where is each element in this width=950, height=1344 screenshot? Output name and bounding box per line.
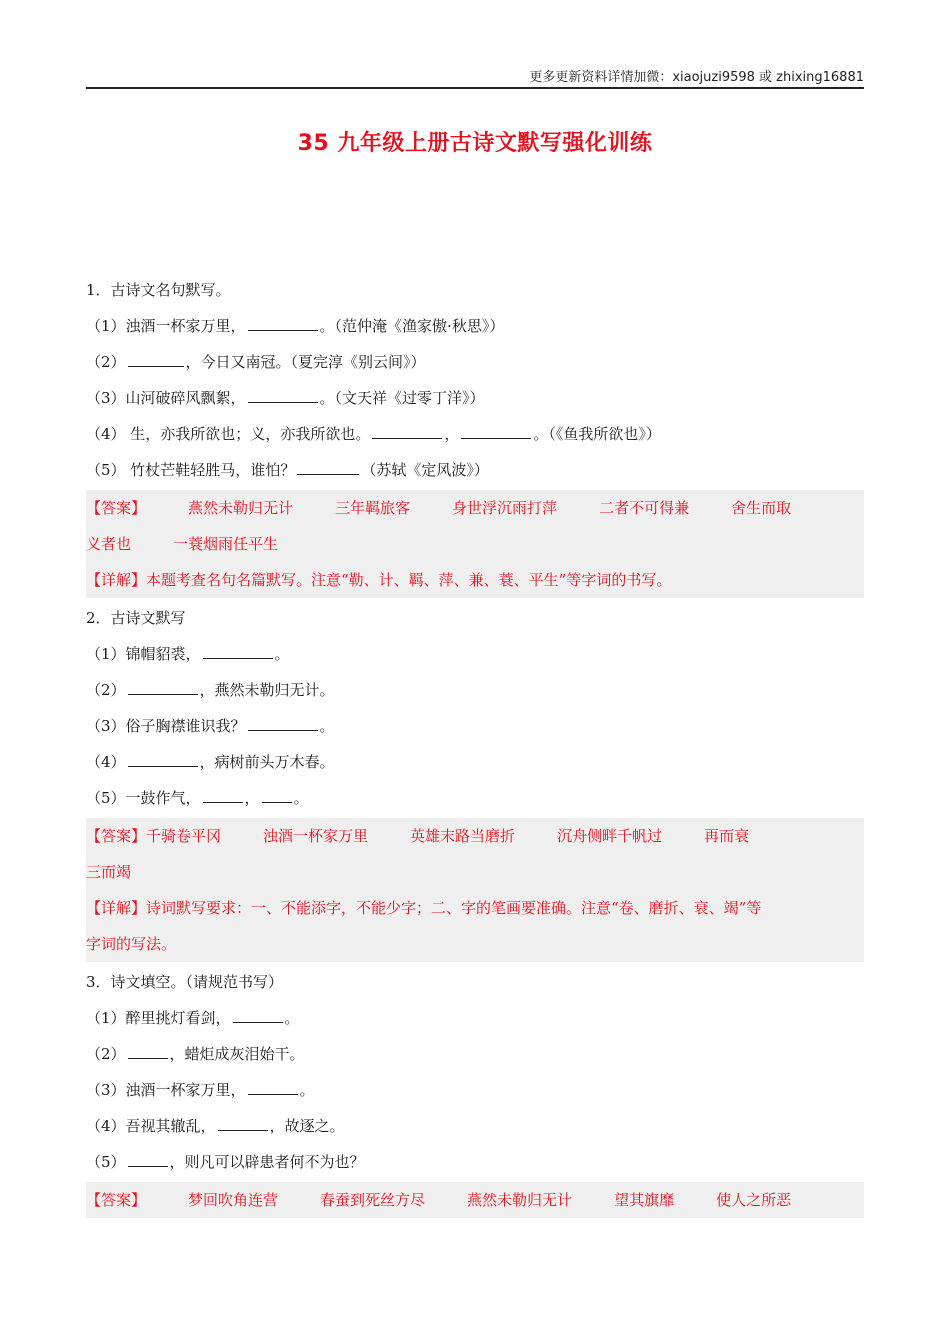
header-divider xyxy=(86,87,864,89)
question-2-stem: 2．古诗文默写 xyxy=(86,609,186,627)
q3-item-3: （3）浊酒一杯家万里， 。 xyxy=(86,1072,864,1108)
fill-blank xyxy=(248,1074,298,1095)
fill-blank xyxy=(233,1002,283,1023)
page-title: 35 九年级上册古诗文默写强化训练 xyxy=(297,131,653,156)
fill-blank xyxy=(297,454,359,475)
fill-blank xyxy=(248,310,318,331)
fill-blank xyxy=(372,418,442,439)
fill-blank xyxy=(128,1038,168,1059)
q2-item-2: （2） ，燕然未勒归无计。 xyxy=(86,672,864,708)
q1-answer-block xyxy=(86,490,864,598)
q2-detail-line-1: 【详解】诗词默写要求：一、不能添字，不能少字；二、字的笔画要准确。注意“卷、磨折、衰、竭”等 xyxy=(86,899,762,917)
q2-answer-line-2: 三而竭 xyxy=(86,863,132,881)
q1-answer-line-2: 义者也 一蓑烟雨任平生 xyxy=(86,535,279,553)
question-1-stem: 1．古诗文名句默写。 xyxy=(86,281,231,299)
fill-blank xyxy=(128,746,198,767)
q1-item-5: （5） 竹杖芒鞋轻胜马，谁怕？ （苏轼《定风波》） xyxy=(86,452,864,488)
q3-answer-block xyxy=(86,1182,864,1218)
fill-blank xyxy=(248,710,318,731)
fill-blank xyxy=(461,418,531,439)
document-body xyxy=(86,272,864,1220)
fill-blank xyxy=(262,782,292,803)
q1-detail: 【详解】本题考查名句名篇默写。注意“勒、计、羁、萍、兼、蓑、平生”等字词的书写。 xyxy=(86,571,672,589)
q2-item-5: （5）一鼓作气， ， 。 xyxy=(86,780,864,816)
q3-answer-line-1: 【答案】 梦回吹角连营 春蚕到死丝方尽 燕然未勒归无计 望其旗靡 使人之所恶 xyxy=(86,1191,792,1209)
q1-answer-line-1: 【答案】 燕然未勒归无计 三年羁旅客 身世浮沉雨打萍 二者不可得兼 舍生而取 xyxy=(86,499,792,517)
q2-answer-block xyxy=(86,818,864,962)
fill-blank xyxy=(203,638,273,659)
q1-item-2: （2） ，今日又南冠。（夏完淳《别云间》） xyxy=(86,344,864,380)
fill-blank xyxy=(248,382,318,403)
q1-item-3: （3）山河破碎风飘絮， 。（文天祥《过零丁洋》） xyxy=(86,380,864,416)
q3-item-2: （2） ，蜡炬成灰泪始干。 xyxy=(86,1036,864,1072)
question-3-stem: 3．诗文填空。（请规范书写） xyxy=(86,973,284,991)
fill-blank xyxy=(128,346,184,367)
q2-detail-line-2: 字词的写法。 xyxy=(86,935,177,953)
q2-item-1: （1）锦帽貂裘， 。 xyxy=(86,636,864,672)
fill-blank xyxy=(128,674,198,695)
q3-item-1: （1）醉里挑灯看剑， 。 xyxy=(86,1000,864,1036)
q3-item-4: （4）吾视其辙乱， ，故逐之。 xyxy=(86,1108,864,1144)
fill-blank xyxy=(128,1146,168,1167)
q2-answer-line-1: 【答案】千骑卷平冈 浊酒一杯家万里 英雄末路当磨折 沉舟侧畔千帆过 再而衰 xyxy=(86,827,750,845)
q2-item-3: （3）俗子胸襟谁识我？ 。 xyxy=(86,708,864,744)
q1-item-4: （4） 生，亦我所欲也；义，亦我所欲也。 ， 。（《鱼我所欲也》） xyxy=(86,416,864,452)
fill-blank xyxy=(218,1110,268,1131)
q2-item-4: （4） ，病树前头万木春。 xyxy=(86,744,864,780)
q3-item-5: （5） ，则凡可以辟患者何不为也？ xyxy=(86,1144,864,1180)
header-note: 更多更新资料详情加微：xiaojuzi9598 或 zhixing16881 xyxy=(529,70,864,85)
fill-blank xyxy=(203,782,243,803)
q1-item-1: （1）浊酒一杯家万里， 。（范仲淹《渔家傲·秋思》） xyxy=(86,308,864,344)
